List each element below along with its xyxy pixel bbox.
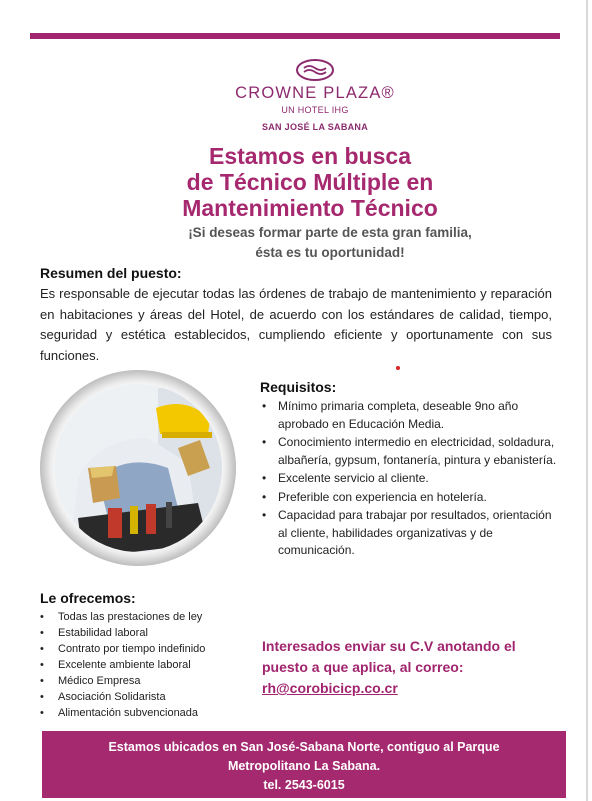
contact-line-2: puesto a que aplica, al correo: [262,659,464,675]
contact-line-1: Interesados enviar su C.V anotando el [262,638,516,654]
footer-address-banner [42,731,566,798]
summary-text: Es responsable de ejecutar todas las órdenes de trabajo de mantenimiento y reparación en habitaciones y áreas del Hotel, de acuerdo con los estándares de calidad, tiempo, seguridad y estética establecidos, cumpliendo eficiente y oportunamente con sus funciones. [40,286,552,363]
crowne-plaza-logo [230,58,400,132]
logo-location: SAN JOSÉ LA SABANA [261,122,369,132]
offer-list [40,609,270,721]
headline-line-3: Mantenimiento Técnico [182,195,438,221]
logo-brand-name: CROWNE PLAZA® [235,84,395,102]
page-edge-divider [586,0,588,801]
red-dot-mark [396,366,400,370]
tagline-line-1: ¡Si deseas formar parte de esta gran familia, [188,225,472,240]
requirements-title: Requisitos: [260,379,337,395]
contact-block [262,636,562,699]
crowne-plaza-emblem-icon [295,58,335,82]
technician-photo [38,368,238,568]
tagline-line-2: ésta es tu oportunidad! [255,245,405,260]
offer-item: • Excelente ambiente laboral [40,657,270,673]
contact-email-link[interactable]: rh@corobicicp.co.cr [262,680,398,696]
footer-line-2: Metropolitano La Sabana. [227,759,381,773]
requirement-item: • Conocimiento intermedio en electricidad, soldadura, albañería, gypsum, fontanería, pintura y ebanistería. [260,434,560,469]
offer-item: • Alimentación subvencionada [40,705,270,721]
logo-subtitle: UN HOTEL IHG [281,105,349,115]
tagline [100,223,560,263]
requirements-list [260,398,560,561]
offer-item: • Asociación Solidarista [40,689,270,705]
requirement-item: • Mínimo primaria completa, deseable 9no año aprobado en Educación Media. [260,398,560,433]
offer-item: • Estabilidad laboral [40,625,270,641]
offer-item: • Contrato por tiempo indefinido [40,641,270,657]
headline-line-1: Estamos en busca [209,143,411,169]
requirement-item: • Preferible con experiencia en hotelería. [260,489,560,507]
offer-item: • Médico Empresa [40,673,270,689]
summary-title: Resumen del puesto: [40,265,182,281]
requirement-item: • Capacidad para trabajar por resultados, orientación al cliente, habilidades organizativas y de comunicación. [260,507,560,560]
headline-line-2: de Técnico Múltiple en [186,169,434,195]
headline [100,143,520,221]
footer-phone: tel. 2543-6015 [263,778,345,792]
offer-item: • Todas las prestaciones de ley [40,609,270,625]
footer-line-1: Estamos ubicados en San José-Sabana Norte, contiguo al Parque [108,740,500,754]
top-accent-bar [30,33,560,39]
offer-title: Le ofrecemos: [40,590,136,606]
requirement-item: • Excelente servicio al cliente. [260,470,560,488]
